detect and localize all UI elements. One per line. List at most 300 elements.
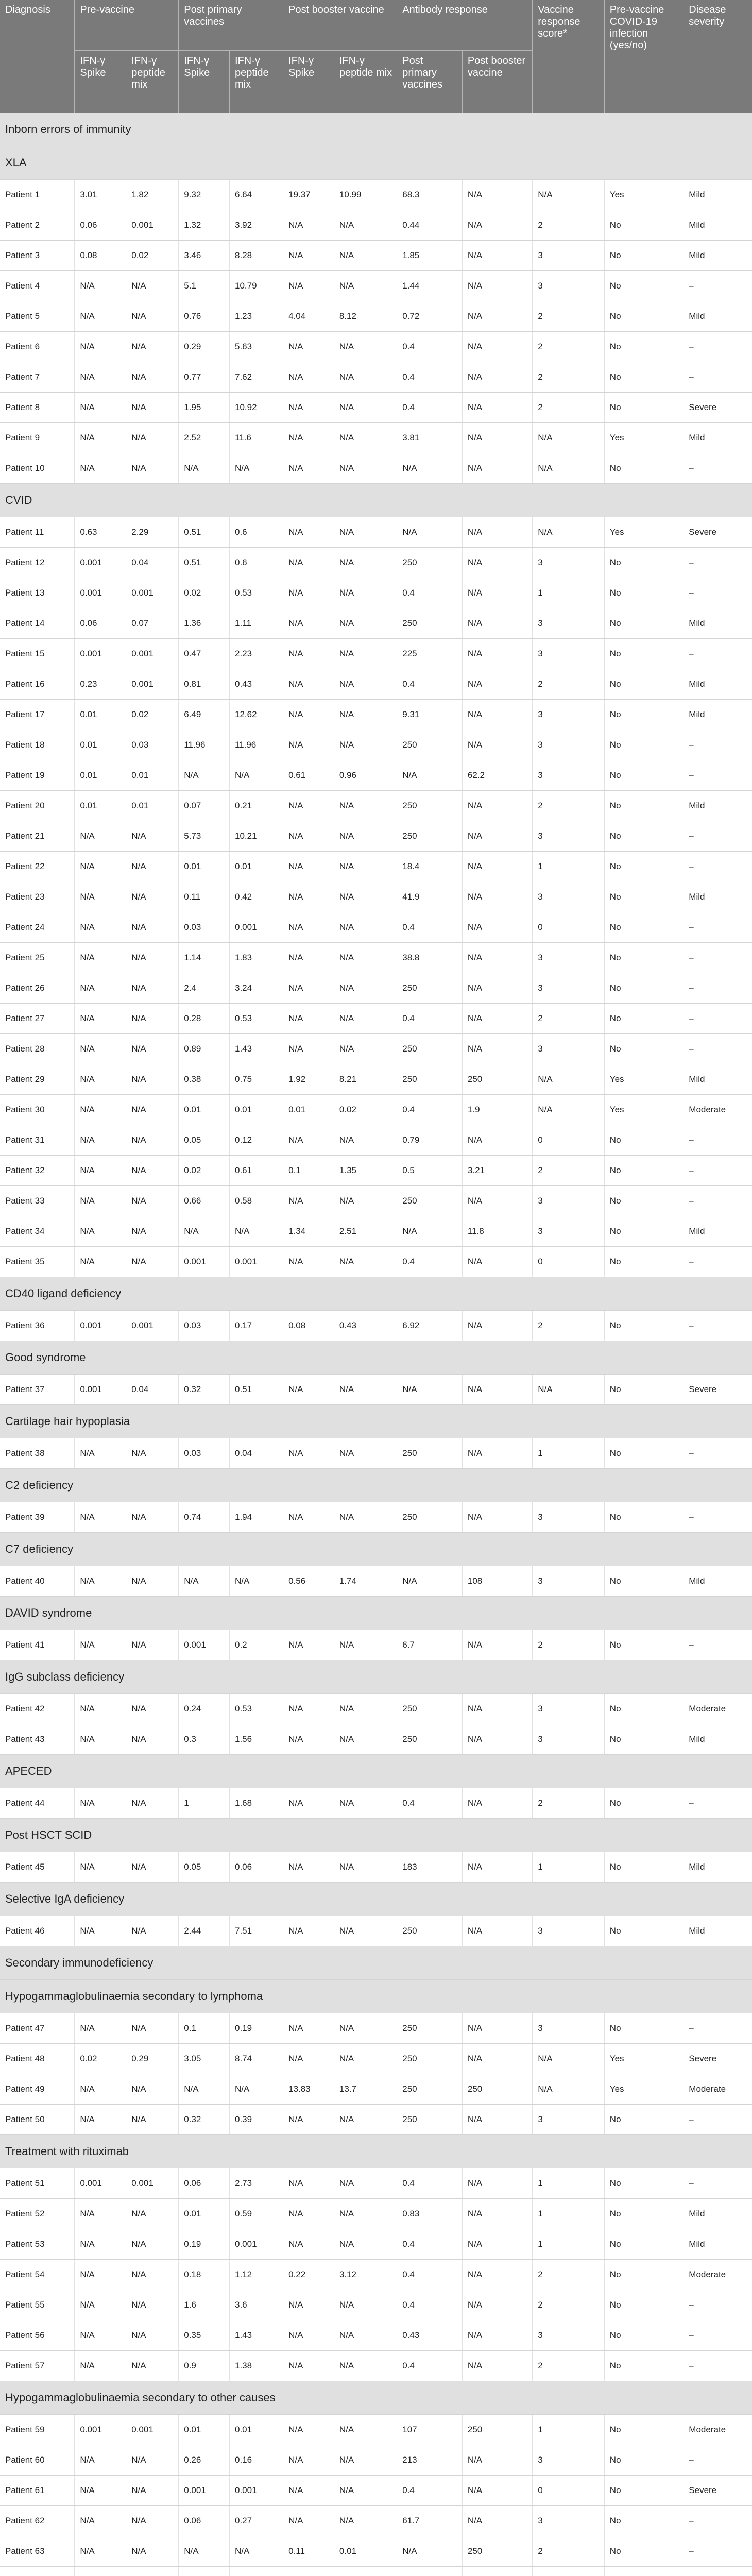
table-cell: N/A — [126, 1156, 179, 1186]
patient-cell: Patient 16 — [0, 669, 75, 700]
table-cell: N/A — [283, 1694, 334, 1724]
table-row — [0, 1064, 752, 1095]
table-cell: 0.05 — [179, 1125, 230, 1156]
table-cell: N/A — [462, 2290, 532, 2320]
table-cell: – — [683, 973, 752, 1004]
table-cell: 0.01 — [229, 852, 283, 882]
table-cell: N/A — [75, 362, 126, 393]
table-cell: N/A — [75, 2445, 126, 2476]
table-row — [0, 2476, 752, 2506]
patient-cell: Patient 22 — [0, 852, 75, 882]
table-cell: No — [604, 2229, 683, 2260]
table-cell: N/A — [126, 821, 179, 852]
table-cell: Mild — [683, 1852, 752, 1883]
table-cell: N/A — [126, 1724, 179, 1755]
table-cell: N/A — [334, 548, 397, 578]
table-cell: N/A — [75, 2536, 126, 2567]
table-cell: N/A — [533, 2074, 605, 2105]
table-cell: 0.01 — [75, 760, 126, 791]
table-cell — [75, 2567, 126, 2576]
table-row — [0, 912, 752, 943]
patient-cell: Patient 11 — [0, 517, 75, 548]
table-cell: 0.01 — [75, 730, 126, 760]
table-cell: N/A — [334, 2476, 397, 2506]
patient-cell: Patient 56 — [0, 2320, 75, 2351]
table-cell: 0.53 — [229, 578, 283, 608]
table-cell: No — [604, 210, 683, 241]
table-cell: 1.38 — [229, 2351, 283, 2381]
table-cell: No — [604, 1438, 683, 1469]
table-cell: 0.61 — [229, 1156, 283, 1186]
table-cell: N/A — [462, 608, 532, 639]
table-cell: N/A — [462, 2476, 532, 2506]
table-cell: 13.83 — [283, 2074, 334, 2105]
table-cell: N/A — [283, 423, 334, 453]
patient-cell: Patient 29 — [0, 1064, 75, 1095]
table-cell: N/A — [75, 2105, 126, 2135]
patient-cell: Patient 19 — [0, 760, 75, 791]
table-cell: Mild — [683, 1724, 752, 1755]
table-cell: N/A — [75, 1095, 126, 1125]
table-cell: 0.12 — [229, 1125, 283, 1156]
header-antibody: Antibody response — [397, 0, 533, 51]
table-cell: 3.92 — [229, 210, 283, 241]
table-cell: Yes — [604, 180, 683, 210]
table-cell: N/A — [334, 1438, 397, 1469]
table-cell: 0.75 — [229, 1064, 283, 1095]
table-cell: N/A — [126, 2199, 179, 2229]
table-row — [0, 791, 752, 821]
table-cell: Mild — [683, 608, 752, 639]
table-cell: No — [604, 2105, 683, 2135]
table-cell: N/A — [179, 2074, 230, 2105]
table-cell: N/A — [462, 669, 532, 700]
table-cell: N/A — [283, 882, 334, 912]
table-row — [0, 578, 752, 608]
table-cell: N/A — [283, 912, 334, 943]
table-cell: 0.1 — [283, 1156, 334, 1186]
table-cell: 0.44 — [397, 210, 463, 241]
table-cell: – — [683, 852, 752, 882]
table-cell: 1.36 — [179, 608, 230, 639]
table-cell: 3 — [533, 1566, 605, 1597]
table-cell: N/A — [283, 2044, 334, 2074]
patient-cell: Patient 34 — [0, 1216, 75, 1247]
table-cell: N/A — [75, 1186, 126, 1216]
table-cell: – — [683, 332, 752, 362]
patient-cell: Patient 63 — [0, 2536, 75, 2567]
table-cell: Mild — [683, 669, 752, 700]
table-cell: 8.12 — [334, 301, 397, 332]
table-row — [0, 2074, 752, 2105]
table-row — [0, 2506, 752, 2536]
table-cell: N/A — [75, 1125, 126, 1156]
table-cell: 0.01 — [179, 2415, 230, 2445]
table-cell: 1.23 — [229, 301, 283, 332]
table-cell: – — [683, 2351, 752, 2381]
table-cell: 2 — [533, 393, 605, 423]
table-cell: – — [683, 2445, 752, 2476]
table-cell: N/A — [75, 1916, 126, 1946]
patient-cell: Patient 24 — [0, 912, 75, 943]
table-cell: 0.001 — [126, 639, 179, 669]
table-cell: – — [683, 821, 752, 852]
table-cell: N/A — [334, 791, 397, 821]
table-cell: No — [604, 700, 683, 730]
table-cell: – — [683, 1311, 752, 1341]
table-cell: N/A — [334, 362, 397, 393]
table-cell: 0.4 — [397, 2168, 463, 2199]
table-cell: No — [604, 943, 683, 973]
section-header-row — [0, 1883, 752, 1916]
table-cell: N/A — [334, 2105, 397, 2135]
table-cell: N/A — [283, 1438, 334, 1469]
table-cell: N/A — [75, 2229, 126, 2260]
section-title: CVID — [0, 484, 752, 517]
table-cell: – — [683, 2320, 752, 2351]
table-cell: N/A — [126, 1186, 179, 1216]
table-cell: 10.99 — [334, 180, 397, 210]
table-cell: N/A — [334, 912, 397, 943]
table-row — [0, 852, 752, 882]
table-cell: 8.28 — [229, 241, 283, 271]
table-cell: 3 — [533, 730, 605, 760]
table-cell: N/A — [283, 1004, 334, 1034]
section-title: IgG subclass deficiency — [0, 1660, 752, 1694]
section-header-row — [0, 1819, 752, 1852]
section-title: Treatment with rituximab — [0, 2135, 752, 2168]
table-cell: N/A — [462, 2320, 532, 2351]
table-cell: 11.96 — [179, 730, 230, 760]
table-cell: N/A — [75, 1064, 126, 1095]
table-row — [0, 210, 752, 241]
table-cell: N/A — [229, 2536, 283, 2567]
table-cell: 108 — [462, 1566, 532, 1597]
table-cell: N/A — [283, 332, 334, 362]
table-cell: 250 — [397, 791, 463, 821]
patient-cell: Patient 54 — [0, 2260, 75, 2290]
table-cell: N/A — [229, 760, 283, 791]
table-cell: N/A — [334, 2013, 397, 2044]
table-cell: 0.32 — [179, 1375, 230, 1405]
table-cell: 0.001 — [75, 548, 126, 578]
table-row — [0, 1438, 752, 1469]
table-cell: 0.02 — [75, 2044, 126, 2074]
table-cell: No — [604, 2168, 683, 2199]
patient-cell: Patient 18 — [0, 730, 75, 760]
table-cell: 0.03 — [179, 1438, 230, 1469]
table-cell — [462, 2567, 532, 2576]
table-cell: N/A — [283, 1186, 334, 1216]
table-cell: N/A — [229, 453, 283, 484]
table-cell: N/A — [462, 453, 532, 484]
table-cell: No — [604, 1852, 683, 1883]
table-cell: 0.4 — [397, 1247, 463, 1277]
table-cell: 0.51 — [179, 548, 230, 578]
table-cell: 0.001 — [229, 2229, 283, 2260]
table-cell: N/A — [75, 1566, 126, 1597]
table-cell: N/A — [283, 517, 334, 548]
subheader-cell: Post booster vaccine — [462, 51, 532, 113]
table-row — [0, 1630, 752, 1660]
table-cell: N/A — [283, 2320, 334, 2351]
table-cell: 18.4 — [397, 852, 463, 882]
table-cell: N/A — [283, 453, 334, 484]
patient-cell: Patient 42 — [0, 1694, 75, 1724]
table-row — [0, 760, 752, 791]
table-cell: N/A — [533, 1095, 605, 1125]
header-severity: Disease severity — [683, 0, 752, 113]
table-cell: N/A — [334, 1034, 397, 1064]
table-cell: 0.81 — [179, 669, 230, 700]
subheader-cell: Post primary vaccines — [397, 51, 463, 113]
table-cell: 1.56 — [229, 1724, 283, 1755]
table-cell: N/A — [462, 517, 532, 548]
patient-cell: Patient 60 — [0, 2445, 75, 2476]
table-cell: N/A — [397, 1566, 463, 1597]
section-title: Cartilage hair hypoplasia — [0, 1405, 752, 1438]
patient-cell: Patient 51 — [0, 2168, 75, 2199]
table-cell: 3.12 — [334, 2260, 397, 2290]
table-cell: N/A — [462, 1630, 532, 1660]
patient-cell: Patient 20 — [0, 791, 75, 821]
table-cell: N/A — [334, 2290, 397, 2320]
table-cell: N/A — [126, 1852, 179, 1883]
section-header-row — [0, 1597, 752, 1630]
subheader-cell: IFN-γ peptide mix — [126, 51, 179, 113]
table-cell: 0.4 — [397, 1095, 463, 1125]
table-cell: No — [604, 2445, 683, 2476]
table-cell: 0.01 — [283, 1095, 334, 1125]
table-cell: No — [604, 362, 683, 393]
table-row — [0, 2320, 752, 2351]
table-cell: N/A — [126, 2229, 179, 2260]
table-row — [0, 241, 752, 271]
table-cell: N/A — [75, 2476, 126, 2506]
table-cell: Yes — [604, 423, 683, 453]
section-header-row — [0, 1946, 752, 1980]
table-cell: No — [604, 578, 683, 608]
table-cell: 6.7 — [397, 1630, 463, 1660]
table-cell: 1.74 — [334, 1566, 397, 1597]
table-cell: 250 — [397, 730, 463, 760]
table-cell: N/A — [283, 2290, 334, 2320]
table-cell: 0.21 — [229, 791, 283, 821]
table-cell: N/A — [75, 2013, 126, 2044]
table-cell: N/A — [283, 1724, 334, 1755]
table-cell: N/A — [462, 943, 532, 973]
table-cell: 0.02 — [126, 700, 179, 730]
table-cell: No — [604, 852, 683, 882]
table-cell: 0.02 — [126, 241, 179, 271]
table-cell: 0.001 — [229, 912, 283, 943]
table-cell: 0.18 — [179, 2260, 230, 2290]
table-cell: 0.29 — [179, 332, 230, 362]
patient-cell: Patient 8 — [0, 393, 75, 423]
table-row — [0, 1156, 752, 1186]
table-cell: 0.47 — [179, 639, 230, 669]
table-cell — [533, 2567, 605, 2576]
table-cell: – — [683, 1630, 752, 1660]
table-cell: N/A — [462, 973, 532, 1004]
table-cell: N/A — [462, 1375, 532, 1405]
header-post-primary: Post primary vaccines — [179, 0, 283, 51]
table-cell: N/A — [75, 821, 126, 852]
table-cell: 2.4 — [179, 973, 230, 1004]
table-cell: Mild — [683, 1566, 752, 1597]
patient-cell: Patient 40 — [0, 1566, 75, 1597]
table-cell: 3 — [533, 241, 605, 271]
table-cell: 0.001 — [126, 669, 179, 700]
table-cell: 2 — [533, 1156, 605, 1186]
table-row — [0, 2044, 752, 2074]
patient-cell: Patient 52 — [0, 2199, 75, 2229]
table-cell: N/A — [283, 821, 334, 852]
patient-cell: Patient 1 — [0, 180, 75, 210]
table-cell: 0.63 — [75, 517, 126, 548]
table-row — [0, 1311, 752, 1341]
table-cell: 250 — [397, 1916, 463, 1946]
table-row — [0, 2445, 752, 2476]
table-cell: N/A — [126, 301, 179, 332]
table-cell: 0.01 — [179, 852, 230, 882]
patient-cell: Patient 62 — [0, 2506, 75, 2536]
table-cell: 0.001 — [75, 578, 126, 608]
table-cell: 68.3 — [397, 180, 463, 210]
table-cell: Severe — [683, 2044, 752, 2074]
subheader-cell: IFN-γ peptide mix — [334, 51, 397, 113]
table-row — [0, 301, 752, 332]
table-cell: 8.21 — [334, 1064, 397, 1095]
table-cell: 0.58 — [229, 1186, 283, 1216]
table-cell: N/A — [283, 1034, 334, 1064]
table-cell: N/A — [462, 1125, 532, 1156]
table-cell: N/A — [126, 1438, 179, 1469]
table-cell: N/A — [179, 453, 230, 484]
table-cell: 0.26 — [179, 2445, 230, 2476]
table-cell: N/A — [462, 730, 532, 760]
table-cell: Mild — [683, 2199, 752, 2229]
patient-cell: Patient 14 — [0, 608, 75, 639]
table-cell: 0.07 — [179, 791, 230, 821]
table-cell: 1.68 — [229, 1788, 283, 1819]
table-cell: No — [604, 821, 683, 852]
table-cell: 0.001 — [179, 2476, 230, 2506]
table-cell: N/A — [126, 1216, 179, 1247]
table-cell: 2 — [533, 791, 605, 821]
table-row — [0, 1375, 752, 1405]
table-cell: 0.43 — [397, 2320, 463, 2351]
table-cell: N/A — [126, 362, 179, 393]
table-cell: 5.63 — [229, 332, 283, 362]
table-cell: 0.01 — [75, 791, 126, 821]
table-cell: N/A — [533, 423, 605, 453]
table-row — [0, 973, 752, 1004]
table-cell: N/A — [75, 1694, 126, 1724]
table-cell: 250 — [462, 2074, 532, 2105]
table-cell: 1.14 — [179, 943, 230, 973]
table-cell: N/A — [462, 1034, 532, 1064]
table-cell: Severe — [683, 517, 752, 548]
table-cell: 1 — [533, 2199, 605, 2229]
table-cell: No — [604, 271, 683, 301]
table-cell: 0.06 — [75, 210, 126, 241]
table-cell: No — [604, 301, 683, 332]
table-cell: 0.03 — [126, 730, 179, 760]
table-cell: Moderate — [683, 1095, 752, 1125]
table-cell: N/A — [283, 852, 334, 882]
table-cell: 0.01 — [179, 2199, 230, 2229]
table-cell: 0.28 — [179, 1004, 230, 1034]
table-cell: N/A — [334, 2044, 397, 2074]
table-cell: – — [683, 1125, 752, 1156]
table-cell: Yes — [604, 1064, 683, 1095]
table-cell: 3 — [533, 548, 605, 578]
table-cell: 3 — [533, 608, 605, 639]
table-row — [0, 1694, 752, 1724]
table-cell: N/A — [462, 2013, 532, 2044]
table-cell: N/A — [283, 2415, 334, 2445]
table-cell: 0.4 — [397, 393, 463, 423]
table-cell: 0.27 — [229, 2506, 283, 2536]
patient-cell: Patient 10 — [0, 453, 75, 484]
table-cell: 3.21 — [462, 1156, 532, 1186]
table-cell: 6.49 — [179, 700, 230, 730]
table-cell: N/A — [334, 2506, 397, 2536]
table-cell: 0.59 — [229, 2199, 283, 2229]
table-cell: N/A — [397, 1216, 463, 1247]
table-cell: 0.1 — [179, 2013, 230, 2044]
table-cell: 0.77 — [179, 362, 230, 393]
table-cell: 0.4 — [397, 1004, 463, 1034]
table-cell: N/A — [126, 2105, 179, 2135]
table-cell: No — [604, 1566, 683, 1597]
patient-cell: Patient 50 — [0, 2105, 75, 2135]
table-cell: 2 — [533, 2290, 605, 2320]
patient-cell: Patient 32 — [0, 1156, 75, 1186]
table-cell: 0.07 — [126, 608, 179, 639]
section-title: Hypogammaglobulinaemia secondary to lymphoma — [0, 1980, 752, 2013]
table-cell: N/A — [462, 2351, 532, 2381]
table-cell: 0.08 — [75, 241, 126, 271]
table-cell: No — [604, 730, 683, 760]
table-cell: N/A — [334, 423, 397, 453]
table-cell: N/A — [75, 1216, 126, 1247]
table-cell: N/A — [126, 1064, 179, 1095]
table-cell: 3 — [533, 821, 605, 852]
table-cell: – — [683, 271, 752, 301]
table-cell: 0.03 — [179, 912, 230, 943]
table-cell: N/A — [126, 1630, 179, 1660]
patient-cell: Patient 38 — [0, 1438, 75, 1469]
table-cell — [283, 2567, 334, 2576]
table-row — [0, 453, 752, 484]
table-cell: N/A — [462, 2445, 532, 2476]
table-cell: 0.01 — [126, 760, 179, 791]
table-cell: 3 — [533, 943, 605, 973]
table-cell: N/A — [533, 2044, 605, 2074]
table-cell: N/A — [462, 700, 532, 730]
table-cell: N/A — [126, 2013, 179, 2044]
table-cell: N/A — [533, 453, 605, 484]
patient-cell: Patient 3 — [0, 241, 75, 271]
section-header-row — [0, 1405, 752, 1438]
section-title: Selective IgA deficiency — [0, 1883, 752, 1916]
patient-cell: Patient 48 — [0, 2044, 75, 2074]
table-cell: N/A — [334, 852, 397, 882]
table-cell: N/A — [283, 2229, 334, 2260]
table-cell: 6.64 — [229, 180, 283, 210]
